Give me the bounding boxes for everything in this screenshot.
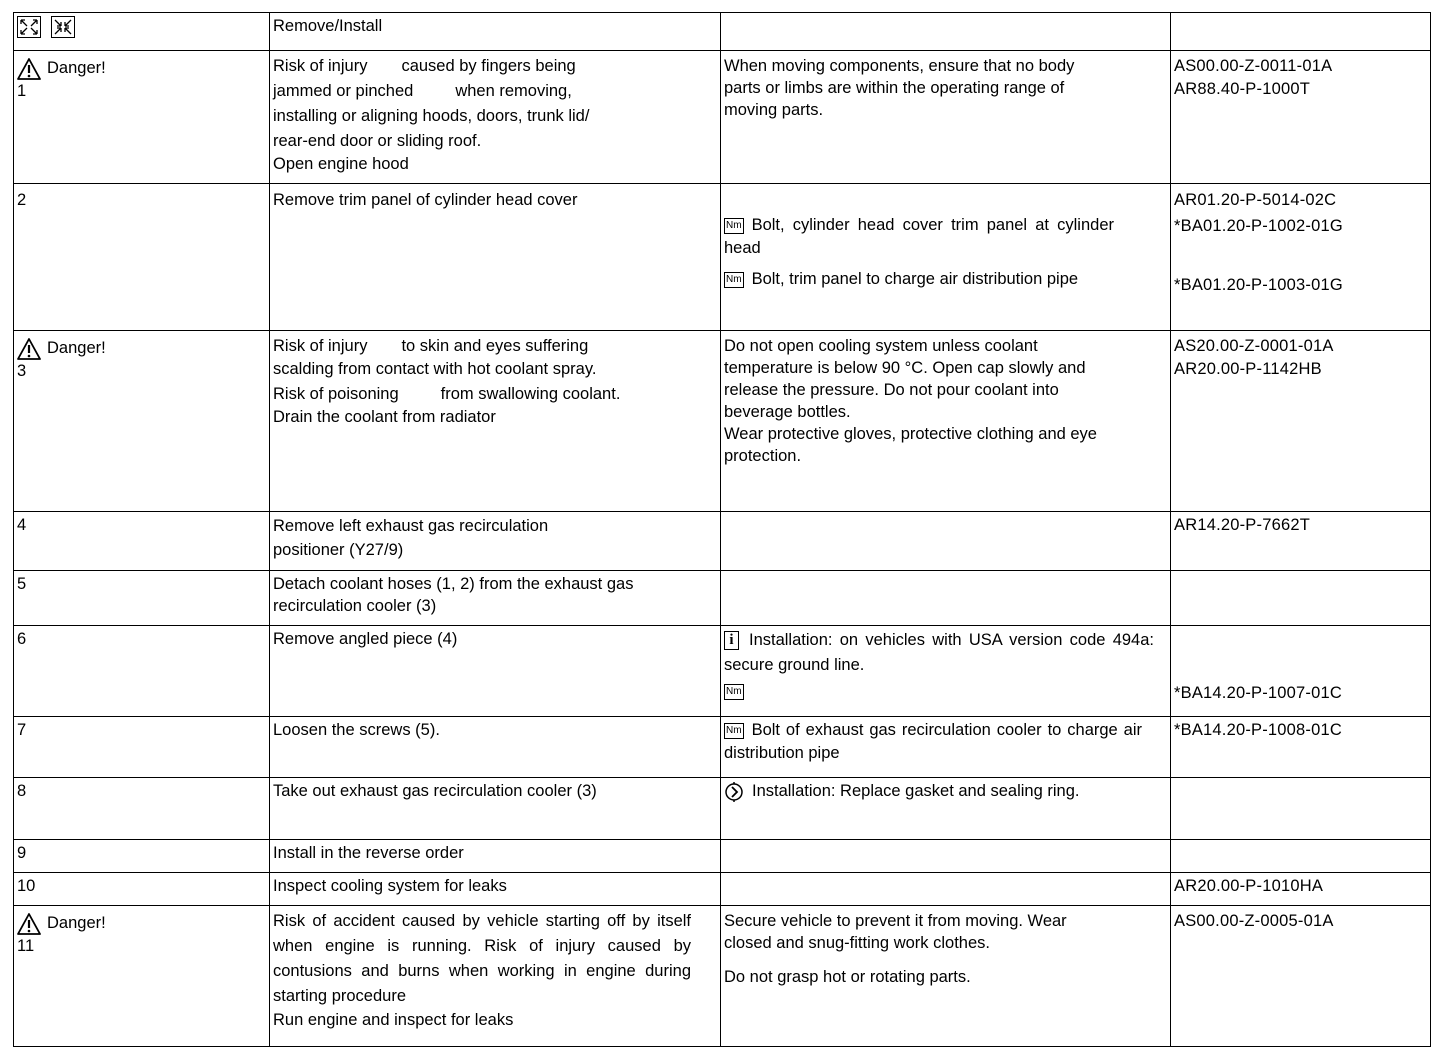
expand-icon[interactable] (17, 16, 41, 38)
table-row (14, 571, 1431, 626)
step-number: 3 (17, 362, 27, 380)
step-number: 5 (17, 575, 27, 593)
safety-note: Wear protective gloves, protective clothing and eye protection. (724, 425, 1097, 465)
safety-reference-link[interactable]: AS00.00-Z-0005-01A (1174, 912, 1334, 930)
safety-note: Do not grasp hot or rotating parts. (724, 968, 971, 986)
safety-note: When moving components, ensure that no body parts or limbs are within the operating range of moving parts. (724, 57, 1075, 119)
step-number: 7 (17, 721, 27, 739)
step-action: Install in the reverse order (273, 844, 464, 862)
risk-text: Risk of injury to skin and eyes suffering scalding from contact with hot coolant spray. Risk of poisoning from swallowing coolant. (273, 337, 621, 403)
danger-label: Danger! (17, 337, 265, 360)
step-action: Loosen the screws (5). (273, 721, 440, 739)
table-row (14, 873, 1431, 906)
table-row (14, 778, 1431, 840)
step-action: Take out exhaust gas recirculation cooler (3) (273, 782, 597, 800)
step-number: 8 (17, 782, 27, 800)
table-row (14, 906, 1431, 1047)
header-row (14, 13, 1431, 51)
reference-link[interactable]: AR14.20-P-7662T (1174, 516, 1310, 534)
table-row (14, 840, 1431, 873)
safety-reference-link[interactable]: AS00.00-Z-0011-01A (1174, 57, 1333, 75)
step-action: Remove trim panel of cylinder head cover (273, 191, 578, 209)
torque-spec: Nm Bolt, trim panel to charge air distribution pipe (726, 270, 1079, 288)
step-action: Drain the coolant from radiator (273, 408, 496, 426)
step-action: Remove angled piece (4) (273, 630, 458, 648)
torque-nm-icon: Nm (724, 272, 744, 288)
header-icons (14, 13, 270, 51)
step-action: Inspect cooling system for leaks (273, 877, 507, 895)
danger-label: Danger! (17, 912, 265, 935)
reference-link[interactable]: AR01.20-P-5014-02C (1174, 191, 1337, 209)
collapse-icon[interactable] (51, 16, 75, 38)
step-number: 10 (17, 877, 36, 895)
risk-text: Risk of injury caused by fingers being jammed or pinched when removing, installing or aligning hoods, doors, trunk lid/ rear-end door or sliding roof. (273, 57, 590, 150)
torque-reference-link[interactable]: *BA01.20-P-1002-01G (1174, 217, 1343, 235)
torque-nm-icon: Nm (724, 723, 744, 739)
installation-note: Installation: Replace gasket and sealing ring. (724, 780, 1139, 803)
step-action: Remove left exhaust gas recirculation positioner (Y27/9) (273, 517, 549, 559)
installation-note: i Installation: on vehicles with USA version code 494a: secure ground line. (724, 631, 1154, 674)
reference-link[interactable]: AR20.00-P-1142HB (1174, 360, 1322, 378)
torque-nm-icon: Nm (724, 218, 744, 234)
step-number: 4 (17, 516, 27, 534)
torque-nm-icon: Nm (724, 684, 744, 700)
header-label: Remove/Install (270, 13, 721, 51)
danger-label: Danger! (17, 57, 265, 80)
warning-icon (17, 338, 41, 360)
step-number: 6 (17, 630, 27, 648)
step-action: Open engine hood (273, 155, 409, 173)
risk-text: Risk of accident caused by vehicle starting off by itself when engine is running. Risk of injury caused by contusions and burns when working in engine during starting procedure (273, 912, 691, 1005)
warning-icon (17, 913, 41, 935)
torque-reference-link[interactable]: *BA01.20-P-1003-01G (1174, 276, 1343, 294)
step-action: Detach coolant hoses (1, 2) from the exhaust gas recirculation cooler (3) (273, 575, 634, 615)
table-row (14, 626, 1431, 717)
step-number: 2 (17, 191, 27, 209)
torque-reference-link[interactable]: *BA14.20-P-1007-01C (1174, 684, 1342, 702)
safety-reference-link[interactable]: AS20.00-Z-0001-01A (1174, 337, 1334, 355)
warning-icon (17, 58, 41, 80)
step-action: Run engine and inspect for leaks (273, 1011, 514, 1029)
table-row (14, 184, 1431, 331)
reference-link[interactable]: AR88.40-P-1000T (1174, 80, 1310, 98)
torque-reference-link[interactable]: *BA14.20-P-1008-01C (1174, 721, 1342, 739)
table-row (14, 331, 1431, 512)
torque-spec: Nm Bolt, cylinder head cover trim panel at cylinder head (724, 216, 1114, 257)
info-icon: i (724, 631, 739, 650)
reference-link[interactable]: AR20.00-P-1010HA (1174, 877, 1324, 895)
safety-note: Secure vehicle to prevent it from moving. Wear closed and snug-fitting work clothes. (724, 912, 1067, 952)
table-row (14, 51, 1431, 184)
step-number: 1 (17, 82, 27, 100)
step-number: 11 (17, 937, 35, 955)
safety-note: Do not open cooling system unless coolant temperature is below 90 °C. Open cap slowly and release the pressure. Do not pour coolant into beverage bottles. (724, 337, 1086, 421)
table-row (14, 512, 1431, 571)
step-number: 9 (17, 844, 27, 862)
table-row (14, 717, 1431, 778)
torque-spec: Nm Bolt of exhaust gas recirculation cooler to charge air distribution pipe (724, 721, 1142, 762)
replace-part-icon (724, 782, 744, 802)
procedure-table (13, 12, 1431, 1047)
